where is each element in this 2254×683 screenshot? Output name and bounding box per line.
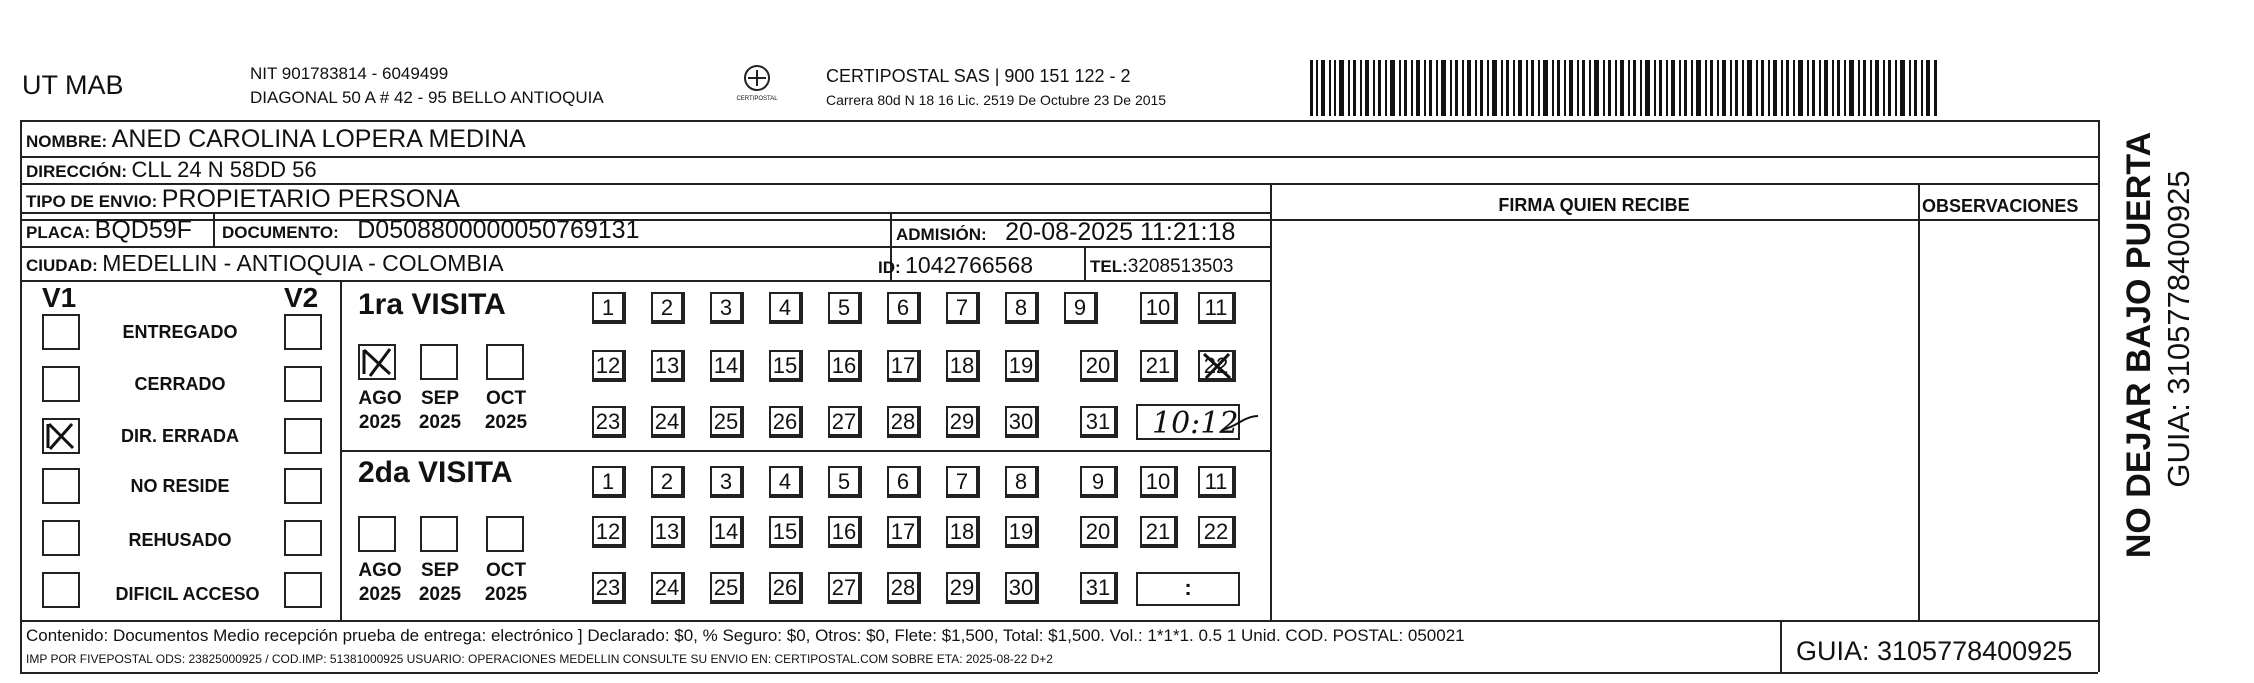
observaciones-label: OBSERVACIONES [1922, 196, 2079, 216]
day-box[interactable]: 12 [592, 350, 626, 382]
observ-divider [1918, 183, 1920, 620]
form-bottom-border [20, 672, 2098, 674]
admision-label: ADMISIÓN: [896, 225, 987, 244]
year-label: 2025 [418, 584, 462, 605]
day-box[interactable]: 1 [592, 466, 626, 498]
data-sign-divider [1270, 183, 1272, 620]
month-label: AGO [358, 388, 402, 409]
day-box[interactable]: 27 [828, 572, 862, 604]
v1-header: V1 [42, 282, 77, 313]
v1-checkbox[interactable] [42, 468, 80, 504]
v2-checkbox[interactable] [284, 468, 322, 504]
tel-label: TEL: [1090, 257, 1128, 276]
day-box[interactable]: 22 [1198, 516, 1236, 548]
signature-area[interactable] [1273, 222, 1916, 618]
day-box[interactable]: 17 [887, 516, 921, 548]
first-visit-month-oct[interactable] [486, 344, 524, 380]
second-visit-month-ago[interactable] [358, 516, 396, 552]
day-box[interactable]: 26 [769, 406, 803, 438]
day-box[interactable]: 20 [1080, 350, 1118, 382]
placa-value: BQD59F [94, 216, 192, 244]
day-box[interactable]: 9 [1080, 466, 1118, 498]
month-label: SEP [420, 560, 460, 581]
day-box[interactable]: 21 [1140, 516, 1178, 548]
day-box[interactable]: 20 [1080, 516, 1118, 548]
status-visit-divider [340, 280, 342, 620]
time-pen-stroke-icon [1220, 410, 1260, 434]
day-box[interactable]: 3 [710, 466, 744, 498]
id-field [878, 252, 1033, 279]
day-box[interactable]: 19 [1005, 516, 1039, 548]
first-visit-title: 1ra VISITA [358, 288, 506, 321]
status-option-label: CERRADO [134, 374, 226, 394]
logo-text: CERTIPOSTAL [736, 96, 778, 102]
year-label: 2025 [484, 584, 528, 605]
day-box[interactable]: 31 [1080, 406, 1118, 438]
observaciones-area[interactable] [1921, 222, 2096, 618]
day-box[interactable]: 23 [592, 572, 626, 604]
tel-value: 3208513503 [1127, 256, 1234, 277]
carrier-license: Carrera 80d N 18 16 Lic. 2519 De Octubre 23 De 2015 [826, 92, 1167, 108]
day-box[interactable]: 26 [769, 572, 803, 604]
footer-guia-divider [1780, 620, 1782, 672]
v2-checkbox[interactable] [284, 314, 322, 350]
day-box[interactable]: 15 [769, 350, 803, 382]
nit-text: NIT 901783814 - 6049499 [250, 64, 449, 83]
day-box[interactable]: 30 [1005, 572, 1039, 604]
direccion-label: DIRECCIÓN: [26, 162, 128, 181]
day-box[interactable]: 13 [651, 516, 685, 548]
v1-checkbox[interactable] [42, 572, 80, 608]
first-visit-time: 10:12 [1152, 406, 1239, 441]
address-text: DIAGONAL 50 A # 42 - 95 BELLO ANTIOQUIA [250, 88, 604, 107]
check-mark-icon [44, 420, 78, 452]
day-box[interactable]: 21 [1140, 350, 1178, 382]
day-box[interactable]: 2 [651, 466, 685, 498]
day-box[interactable]: 8 [1005, 466, 1039, 498]
day-box[interactable]: 16 [828, 350, 862, 382]
id-value: 1042766568 [905, 252, 1034, 278]
day-box[interactable]: 6 [887, 466, 921, 498]
nombre-field [26, 125, 526, 154]
day-box[interactable]: 2 [651, 292, 685, 324]
placa-field [26, 216, 192, 245]
certipostal-logo [728, 62, 786, 108]
day-box[interactable]: 4 [769, 466, 803, 498]
firma-label: FIRMA QUIEN RECIBE [1498, 195, 1690, 215]
day-box[interactable]: 15 [769, 516, 803, 548]
status-option-label: DIR. ERRADA [120, 426, 239, 446]
day-box[interactable]: 29 [946, 406, 980, 438]
day-box[interactable]: 14 [710, 350, 744, 382]
side-warning: NO DEJAR BAJO PUERTA [2120, 131, 2158, 559]
day-box-checked[interactable]: 22 [1198, 350, 1236, 382]
status-option-label: ENTREGADO [122, 322, 238, 342]
day-box[interactable]: 31 [1080, 572, 1118, 604]
day-box[interactable]: 5 [828, 292, 862, 324]
day-box[interactable]: 23 [592, 406, 626, 438]
company-name: UT MAB [22, 70, 124, 100]
tel-field [1090, 256, 1233, 278]
day-check-mark-icon [1198, 350, 1236, 382]
day-box[interactable]: 13 [651, 350, 685, 382]
month-label: OCT [485, 560, 527, 581]
second-visit-month-sep[interactable] [420, 516, 458, 552]
placa-label: PLACA: [26, 223, 91, 242]
status-option-label: NO RESIDE [130, 476, 230, 496]
ciudad-label: CIUDAD: [26, 256, 98, 275]
day-box[interactable]: 14 [710, 516, 744, 548]
day-box[interactable]: 9 [1064, 292, 1098, 324]
v1-checkbox[interactable] [42, 366, 80, 402]
day-box[interactable]: 25 [710, 572, 744, 604]
form-left-border [20, 120, 22, 672]
day-box[interactable]: 11 [1198, 466, 1236, 498]
tipo-value: PROPIETARIO PERSONA [161, 185, 460, 213]
day-box[interactable]: 25 [710, 406, 744, 438]
v1-checkbox[interactable] [42, 520, 80, 556]
row-divider [20, 280, 1270, 282]
day-box[interactable]: 6 [887, 292, 921, 324]
visit-divider [340, 450, 1270, 452]
day-box[interactable]: 7 [946, 466, 980, 498]
year-label: 2025 [358, 584, 402, 605]
first-visit-month-ago-checked[interactable] [358, 344, 396, 380]
second-visit-title: 2da VISITA [358, 456, 513, 489]
direccion-value: CLL 24 N 58DD 56 [131, 157, 317, 182]
day-box[interactable]: 18 [946, 350, 980, 382]
admision-field [896, 218, 1235, 247]
day-box[interactable]: 17 [887, 350, 921, 382]
nombre-value: ANED CAROLINA LOPERA MEDINA [111, 125, 526, 153]
month-label: AGO [358, 560, 402, 581]
v2-checkbox[interactable] [284, 366, 322, 402]
documento-label: DOCUMENTO: [222, 223, 339, 242]
side-label [2108, 118, 2196, 608]
documento-value: D0508800000050769131 [357, 216, 640, 244]
check-mark-icon [360, 346, 394, 378]
id-label: ID: [878, 258, 901, 277]
status-option-label: REHUSADO [128, 530, 232, 550]
v1-checkbox-checked[interactable] [42, 418, 80, 454]
nombre-label: NOMBRE: [26, 132, 108, 151]
day-box[interactable]: 10 [1140, 292, 1178, 324]
tel-divider [1084, 246, 1086, 280]
first-visit-month-sep[interactable] [420, 344, 458, 380]
day-box[interactable]: 3 [710, 292, 744, 324]
second-visit-month-oct[interactable] [486, 516, 524, 552]
ciudad-value: MEDELLIN - ANTIOQUIA - COLOMBIA [102, 250, 504, 276]
day-box[interactable]: 30 [1005, 406, 1039, 438]
v2-checkbox[interactable] [284, 572, 322, 608]
placa-divider [213, 212, 215, 246]
second-visit-time-box[interactable]: : [1136, 572, 1240, 606]
month-label: SEP [420, 388, 460, 409]
side-guia: GUIA: 3105778400925 [2161, 170, 2196, 488]
row-divider [20, 156, 2098, 158]
footer-guia: GUIA: 3105778400925 [1796, 636, 2073, 666]
day-box[interactable]: 11 [1198, 292, 1236, 324]
v2-checkbox[interactable] [284, 520, 322, 556]
day-box[interactable]: 10 [1140, 466, 1178, 498]
v1-checkbox[interactable] [42, 314, 80, 350]
barcode [1310, 60, 1940, 116]
form-right-border [2098, 120, 2100, 672]
day-box[interactable]: 1 [592, 292, 626, 324]
month-label: OCT [485, 388, 527, 409]
day-box[interactable]: 18 [946, 516, 980, 548]
admision-value: 20-08-2025 11:21:18 [1005, 218, 1236, 246]
status-option-label: DIFICIL ACCESO [115, 584, 260, 604]
footer-top-line [20, 620, 2098, 622]
tipo-label: TIPO DE ENVIO: [26, 192, 158, 211]
day-box[interactable]: 24 [651, 572, 685, 604]
day-box[interactable]: 19 [1005, 350, 1039, 382]
documento-field [222, 216, 639, 245]
day-box[interactable]: 12 [592, 516, 626, 548]
footer-meta-line: IMP POR FIVEPOSTAL ODS: 23825000925 / COD.IMP: 51381000925 USUARIO: OPERACIONES MEDELLIN CONSULTE SU ENVIO EN: CERTIPOSTAL.COM SOBRE ETA: 2025-08-22 D+2 [26, 652, 1053, 666]
day-box[interactable]: 27 [828, 406, 862, 438]
day-box[interactable]: 28 [887, 572, 921, 604]
year-label: 2025 [484, 412, 528, 433]
day-box[interactable]: 29 [946, 572, 980, 604]
day-box[interactable]: 7 [946, 292, 980, 324]
year-label: 2025 [418, 412, 462, 433]
tipo-field [26, 185, 460, 214]
v2-header: V2 [284, 282, 319, 313]
year-label: 2025 [358, 412, 402, 433]
direccion-field [26, 157, 317, 183]
carrier-name: CERTIPOSTAL SAS | 900 151 122 - 2 [826, 66, 1131, 86]
day-box[interactable]: 5 [828, 466, 862, 498]
day-box[interactable]: 8 [1005, 292, 1039, 324]
day-box[interactable]: 28 [887, 406, 921, 438]
footer-content-line: Contenido: Documentos Medio recepción prueba de entrega: electrónico ] Declarado: $0, % Seguro: $0, Otros: $0, Flete: $1,500, Total: $1,500. Vol.: 1*1*1. 0.5 1 Unid. COD. POSTAL: 050021 [26, 626, 1465, 645]
v2-checkbox[interactable] [284, 418, 322, 454]
day-box[interactable]: 4 [769, 292, 803, 324]
day-box[interactable]: 24 [651, 406, 685, 438]
form-top-border [20, 120, 2098, 122]
ciudad-field [26, 250, 504, 277]
day-box[interactable]: 16 [828, 516, 862, 548]
